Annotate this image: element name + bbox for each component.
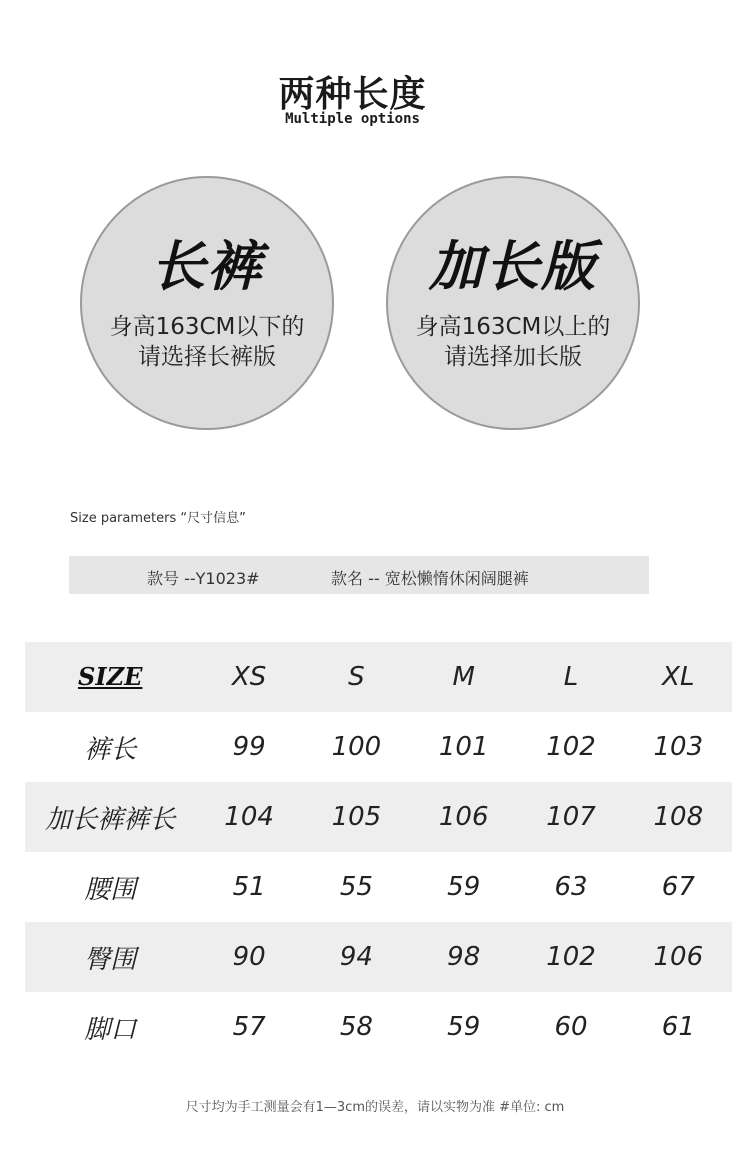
table-cell: 94 <box>303 922 410 992</box>
table-cell: 108 <box>625 782 732 852</box>
table-cell: 57 <box>232 1012 266 1042</box>
option-long-line2: 请选择加长版 <box>444 344 582 370</box>
table-cell: 101 <box>438 732 489 762</box>
table-cell: 59 <box>447 872 481 902</box>
table-header-cell: XL <box>625 642 732 712</box>
table-cell: 100 <box>331 732 382 762</box>
style-info-bar <box>69 556 649 594</box>
option-regular-line2: 请选择长裤版 <box>138 344 276 370</box>
table-cell: 63 <box>554 872 588 902</box>
table-row <box>25 992 732 1062</box>
table-header-cell: S <box>303 642 410 712</box>
row-label: 加长裤裤长 <box>25 782 195 852</box>
table-row <box>25 852 732 922</box>
table-cell: 60 <box>554 1012 588 1042</box>
table-header-cell <box>25 642 195 712</box>
row-label: 腰围 <box>84 874 137 905</box>
row-label: 脚口 <box>84 1014 137 1045</box>
row-label: 臀围 <box>25 922 195 992</box>
page-title: 两种长度 <box>278 74 427 115</box>
table-header-row <box>25 642 732 712</box>
table-header-cell: XS <box>195 642 302 712</box>
option-long-title: 加长版 <box>429 235 597 298</box>
option-regular-circle <box>80 176 334 430</box>
table-cell: 106 <box>410 782 517 852</box>
table-cell: 59 <box>447 1012 481 1042</box>
option-regular-title: 长裤 <box>151 235 263 298</box>
table-row <box>25 712 732 782</box>
table-header-cell: L <box>517 642 624 712</box>
option-long-circle <box>386 176 640 430</box>
table-row <box>25 922 732 992</box>
size-header-label: SIZE <box>78 662 143 691</box>
table-cell: 107 <box>517 782 624 852</box>
table-cell: 61 <box>661 1012 695 1042</box>
table-cell: 106 <box>625 922 732 992</box>
table-row <box>25 782 732 852</box>
table-cell: 105 <box>303 782 410 852</box>
table-cell: 98 <box>410 922 517 992</box>
style-code: 款号 --Y1023# <box>147 569 260 588</box>
size-parameters-label: Size parameters “尺寸信息” <box>70 511 246 526</box>
measurement-note: 尺寸均为手工测量会有1—3cm的误差，请以实物为准 #单位: cm <box>185 1100 565 1115</box>
table-cell: 102 <box>517 922 624 992</box>
option-regular-line1: 身高163CM以下的 <box>109 314 305 340</box>
table-cell: 58 <box>339 1012 373 1042</box>
table-cell: 51 <box>232 872 266 902</box>
table-cell: 104 <box>195 782 302 852</box>
page-subtitle: Multiple options <box>285 111 420 127</box>
table-cell: 103 <box>653 732 704 762</box>
table-cell: 90 <box>195 922 302 992</box>
row-label: 裤长 <box>84 734 137 765</box>
size-table <box>25 642 732 1062</box>
table-cell: 67 <box>661 872 695 902</box>
style-name: 款名 -- 宽松懒惰休闲阔腿裤 <box>331 569 529 588</box>
option-long-line1: 身高163CM以上的 <box>415 314 611 340</box>
table-cell: 99 <box>232 732 266 762</box>
table-header-cell: M <box>410 642 517 712</box>
table-cell: 55 <box>339 872 373 902</box>
table-cell: 102 <box>546 732 596 762</box>
